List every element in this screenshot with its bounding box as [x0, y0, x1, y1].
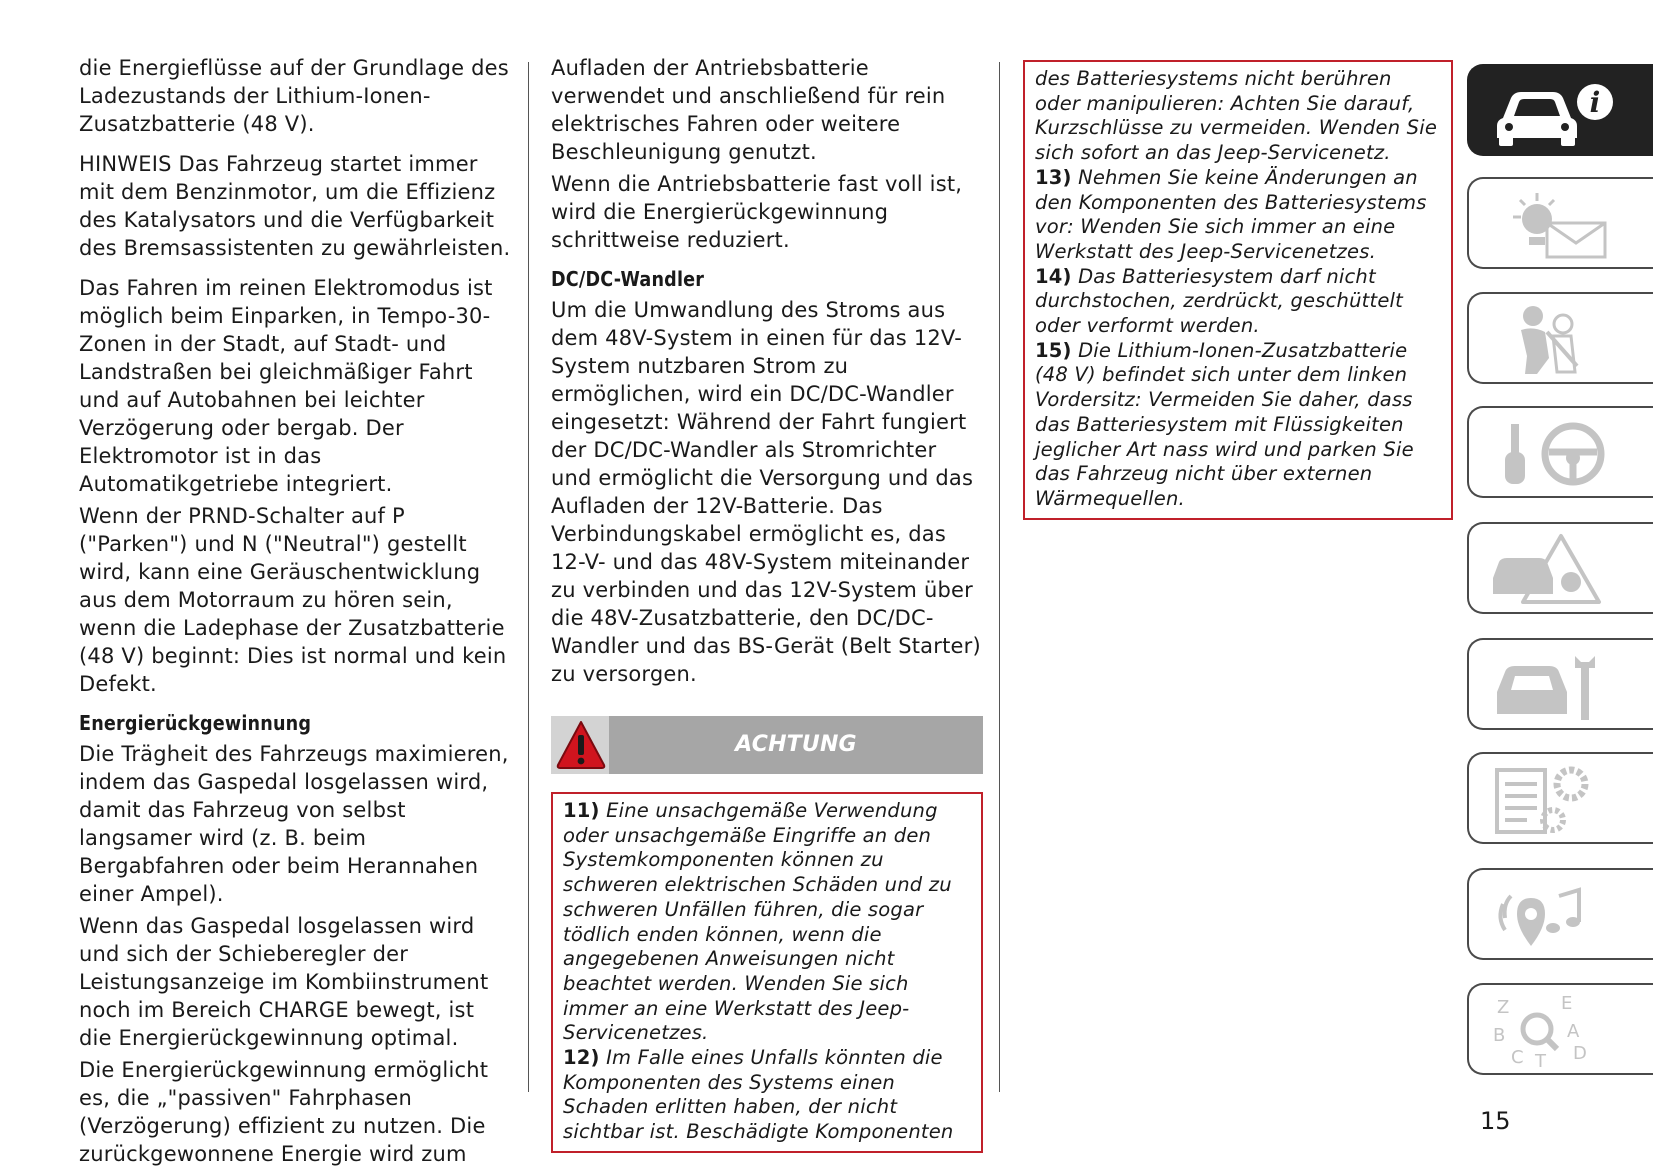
tab-index[interactable]: [1467, 983, 1653, 1075]
warning-continuation: des Batteriesystems nicht berühren oder manipulieren: Achten Sie darauf, Kurzschlüsse zu vermeiden. Wenden Sie sich sofort an das Jeep-Servicenetz.: [1035, 67, 1438, 165]
paragraph: Wenn die Antriebsbatterie fast voll ist, wird die Energierückgewinnung schrittweise reduziert.: [551, 172, 963, 252]
paragraph: Die Trägheit des Fahrzeugs maximieren, indem das Gaspedal losgelassen wird, damit das Fahrzeug von selbst langsamer wird (z. B. beim Bergabfahren oder beim Herannahen einer Ampel).: [79, 742, 509, 906]
index-letter: A: [1567, 1021, 1580, 1042]
specs-gear-icon: [1487, 762, 1637, 838]
tab-multimedia[interactable]: [1467, 868, 1653, 960]
warning-item-15: [1035, 339, 1441, 512]
index-letter: C: [1511, 1047, 1524, 1068]
alphabetical-index-icon: [1487, 993, 1637, 1069]
tab-starting-driving[interactable]: [1467, 406, 1653, 498]
index-letter: B: [1493, 1025, 1506, 1046]
light-message-icon: [1487, 187, 1637, 263]
car-service-icon: [1487, 648, 1637, 724]
column-3: [1023, 54, 1453, 520]
index-letter: T: [1535, 1051, 1546, 1069]
warning-item-14: [1035, 265, 1441, 339]
warning-box: [551, 792, 983, 1153]
paragraph: Das Fahren im reinen Elektromodus ist möglich beim Einparken, in Tempo-30-Zonen in der Stadt, auf Stadt- und Landstraßen bei gleichmäßiger Fahrt und auf Autobahnen bei leichter Verzögerung oder bergab. Der Elektromotor ist in das Automatikgetriebe integriert.: [79, 276, 493, 496]
tab-emergency[interactable]: [1467, 522, 1653, 614]
index-letter: D: [1573, 1043, 1587, 1064]
section-heading-energy-recovery: Energierückgewinnung: [79, 711, 312, 735]
warning-number: 12): [563, 1046, 600, 1070]
warning-number: 14): [1035, 264, 1072, 288]
column-divider-1: [528, 62, 529, 1092]
warning-icon-box: [551, 716, 609, 774]
index-letter: E: [1561, 993, 1573, 1014]
warning-item-13: [1035, 166, 1441, 265]
paragraph: Um die Umwandlung des Stroms aus dem 48V-System in einen für das 12V-System nutzbaren Strom zu ermöglichen, wird ein DC/DC-Wandler eingesetzt: Während der Fahrt fungiert der DC/DC-Wandler als Stromrichter und ermöglicht die Versorgung und das Aufladen der 12V-Batterie. Das Verbindungskabel ermöglicht es, das 12-V- und das 48V-System miteinander zu verbinden und das 12V-System über die 48V-Zusatzbatterie, den DC/DC-Wandler und das BS-Gerät (Belt Starter) zu versorgen.: [551, 298, 981, 686]
paragraph: Wenn das Gaspedal losgelassen wird und sich der Schieberegler der Leistungsanzeige im Kombiinstrument noch im Bereich CHARGE bewegt, ist die Energierückgewinnung optimal.: [79, 914, 489, 1050]
tab-vehicle-knowledge[interactable]: [1467, 64, 1653, 156]
warning-text: Nehmen Sie keine Änderungen an den Komponenten des Batteriesystems vor: Wenden Sie sich immer an eine Werkstatt des Jeep-Servicenetzes.: [1035, 165, 1427, 263]
tab-dashboard-lights[interactable]: [1467, 177, 1653, 269]
index-letter: Z: [1497, 997, 1510, 1018]
seat-safety-icon: [1487, 302, 1637, 378]
warning-number: 15): [1035, 338, 1072, 362]
paragraph: Die Energierückgewinnung ermöglicht es, die „"passiven" Fahrphasen (Verzögerung) effizient zu nutzen. Die zurückgewonnene Energie wird zum: [79, 1058, 489, 1166]
warning-item-11: [563, 799, 971, 1046]
warning-text: Das Batteriesystem darf nicht durchstochen, zerdrückt, geschüttelt oder verformt werden.: [1035, 264, 1403, 338]
multimedia-icon: [1487, 878, 1637, 954]
warning-text: Eine unsachgemäße Verwendung oder unsachgemäße Eingriffe an den Systemkomponenten können zu schweren elektrischen Schäden und zu schweren Unfällen führen, die sogar tödlich enden können, wenn die angegebenen Anweisungen nicht beachtet werden. Wenden Sie sich immer an eine Werkstatt des Jeep-Servicenetzes.: [563, 799, 952, 1045]
paragraph: die Energieflüsse auf der Grundlage des Ladezustands der Lithium-Ionen-Zusatzbatterie (48 V).: [79, 56, 509, 136]
column-1: [79, 54, 511, 1172]
paragraph: Wenn der PRND-Schalter auf P ("Parken") und N ("Neutral") gestellt wird, kann eine Geräuschentwicklung aus dem Motorraum zu hören sein, wenn die Ladephase der Zusatzbatterie (48 V) beginnt: Dies ist normal und kein Defekt.: [79, 504, 507, 696]
note-paragraph: HINWEIS Das Fahrzeug startet immer mit dem Benzinmotor, um die Effizienz des Katalysators und die Verfügbarkeit des Bremsassistenten zu gewährleisten.: [79, 152, 511, 260]
warning-number: 11): [563, 799, 600, 822]
warning-triangle-icon: [555, 719, 607, 771]
warning-title: ACHTUNG: [735, 732, 857, 757]
warning-text: Im Falle eines Unfalls könnten die Komponenten des Systems einen Schaden erlitten haben, der nicht sichtbar ist. Beschädigte Komponenten: [563, 1046, 954, 1144]
warning-item-12: [563, 1046, 971, 1145]
car-hazard-icon: [1487, 532, 1637, 608]
section-heading-dcdc-converter: DC/DC-Wandler: [551, 267, 705, 291]
car-info-icon: [1487, 74, 1637, 150]
tab-safety[interactable]: [1467, 292, 1653, 384]
paragraph: Aufladen der Antriebsbatterie verwendet und anschließend für rein elektrisches Fahren oder weitere Beschleunigung genutzt.: [551, 56, 946, 164]
tab-maintenance[interactable]: [1467, 638, 1653, 730]
tab-technical-data[interactable]: [1467, 752, 1653, 844]
warning-box-continued: [1023, 60, 1453, 520]
warning-header: [551, 716, 983, 774]
warning-text: Die Lithium-Ionen-Zusatzbatterie (48 V) befindet sich unter dem linken Vordersitz: Vermeiden Sie daher, dass das Batteriesystem mit Flüssigkeiten jeglicher Art nass wird und parken Sie das Fahrzeug nicht über externen Wärmequellen.: [1035, 338, 1414, 510]
page-number: 15: [1480, 1107, 1511, 1135]
column-2: [551, 54, 983, 1153]
warning-number: 13): [1035, 165, 1072, 189]
key-steering-icon: [1487, 416, 1637, 492]
column-divider-2: [999, 62, 1000, 1092]
svg-text:i: i: [1589, 86, 1601, 119]
